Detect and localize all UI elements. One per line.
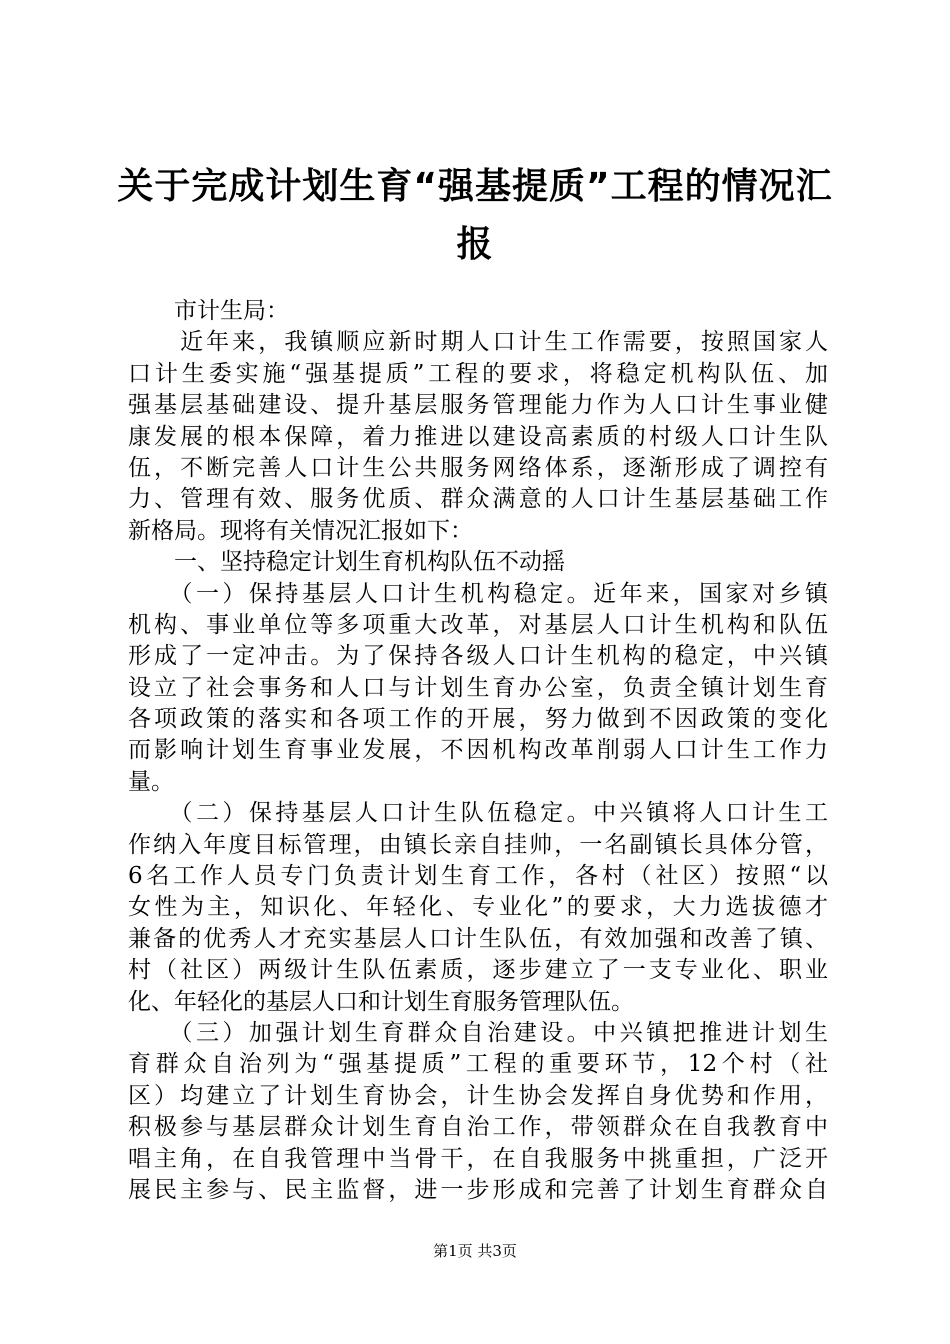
body-line: 形成了一定冲击。为了保持各级人口计生机构的稳定，中兴镇 [128,643,828,670]
page-footer: 第1页 共3页 [433,1242,517,1260]
body-line: 积极参与基层群众计划生育自治工作，带领群众在自我教育中 [128,1114,828,1141]
body-line: 化、年轻化的基层人口和计划生育服务管理队伍。 [128,988,634,1015]
body-line: 伍，不断完善人口计生公共服务网络体系，逐渐形成了调控有 [128,454,828,481]
body-line: 市计生局： [128,298,289,324]
document-body [128,296,828,1206]
body-line: 康发展的根本保障，着力推进以建设高素质的村级人口计生队 [128,423,828,450]
document-title-line-1: 关于完成计划生育“强基提质”工程的情况汇 [117,166,833,207]
body-line: 新格局。现将有关情况汇报如下： [128,517,473,544]
body-line: 强基层基础建设、提升基层服务管理能力作为人口计生事业健 [128,392,828,419]
body-line: 口计生委实施“强基提质”工程的要求，将稳定机构队伍、加 [128,360,828,387]
body-line: 作纳入年度目标管理，由镇长亲自挂帅，一名副镇长具体分管， [128,831,828,858]
body-line: 区）均建立了计划生育协会，计生协会发挥自身优势和作用， [128,1082,828,1109]
body-line: 唱主角，在自我管理中当骨干，在自我服务中挑重担，广泛开 [128,1145,828,1172]
body-line: 而影响计划生育事业发展，不因机构改革削弱人口计生工作力 [128,737,828,764]
body-line: 兼备的优秀人才充实基层人口计生队伍，有效加强和改善了镇、 [128,925,828,952]
body-line: （二）保持基层人口计生队伍稳定。中兴镇将人口计生工 [128,800,828,827]
body-line: 一、坚持稳定计划生育机构队伍不动摇 [128,549,565,576]
body-line: （一）保持基层人口计生机构稳定。近年来，国家对乡镇 [128,580,828,607]
body-line: （三）加强计划生育群众自治建设。中兴镇把推进计划生 [128,1019,828,1046]
body-line: 各项政策的落实和各项工作的开展，努力做到不因政策的变化 [128,706,828,733]
body-line: 量。 [128,768,174,795]
body-line: 村（社区）两级计生队伍素质，逐步建立了一支专业化、职业 [128,957,828,984]
document-title-line-2: 报 [456,224,494,265]
body-line: 展民主参与、民主监督，进一步形成和完善了计划生育群众自 [128,1176,828,1203]
body-line: 女性为主，知识化、年轻化、专业化”的要求，大力选拔德才 [128,894,828,921]
body-line: 设立了社会事务和人口与计划生育办公室，负责全镇计划生育 [128,674,828,701]
document-title [110,158,840,274]
body-line: 6名工作人员专门负责计划生育工作，各村（社区）按照“以 [128,863,828,890]
body-line: 机构、事业单位等多项重大改革，对基层人口计生机构和队伍 [128,611,828,638]
body-line: 力、管理有效、服务优质、群众满意的人口计生基层基础工作 [128,486,828,513]
body-line: 育群众自治列为“强基提质”工程的重要环节，12个村（社 [128,1051,828,1078]
body-line: 近年来，我镇顺应新时期人口计生工作需要，按照国家人 [128,329,828,356]
